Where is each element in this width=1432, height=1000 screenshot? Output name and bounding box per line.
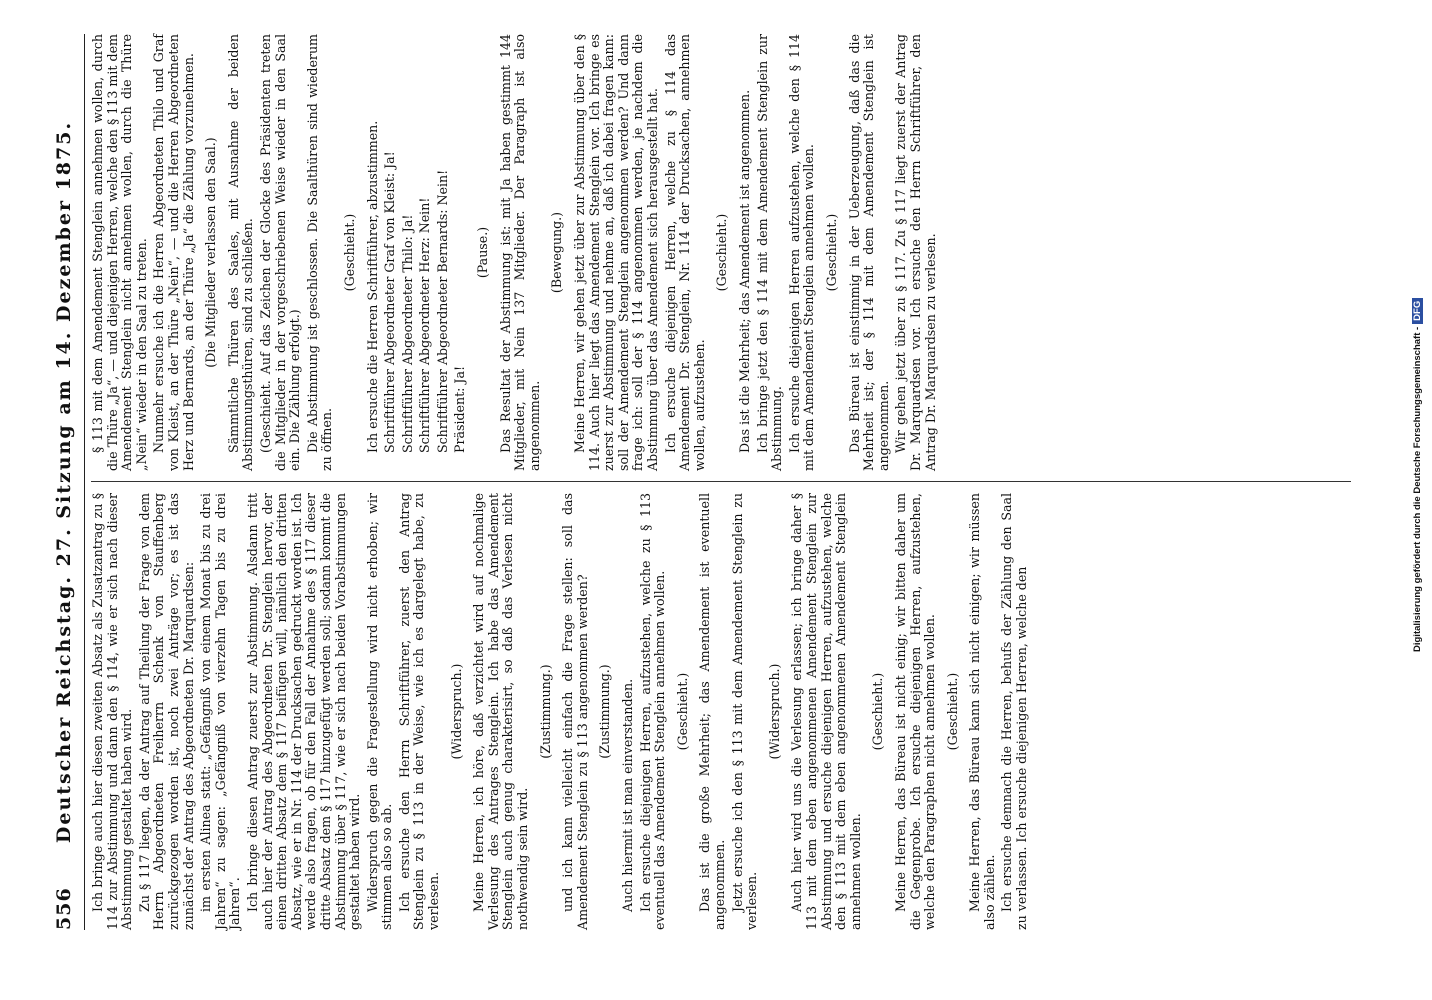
paragraph: Zu § 117 liegen, da der Antrag auf Theilung der Frage von dem Herrn Abgeordneten Freiherrn Schenk von Stauffenberg zurückgezogen worden ist, noch zwei Anträge vor; es ist das zunächst der Antrag des Abgeordneten Dr. Marquardsen: <box>136 493 196 930</box>
stage-direction: (Geschieht.) <box>823 213 839 292</box>
document-page <box>30 0 1390 990</box>
stage-direction: (Geschieht.) <box>341 213 357 292</box>
paragraph: Jetzt ersuche ich den § 113 mit dem Amendement Stenglein zu verlesen. <box>729 493 760 930</box>
paragraph: Ich bringe auch hier diesen zweiten Absatz als Zusatzantrag zu § 114 zur Abstimmung und dann den § 114, wie er sich nach dieser Abstimmung gestaltet haben wird. <box>90 493 135 930</box>
text-columns <box>91 34 1033 930</box>
stage-direction: (Bewegung.) <box>549 211 565 294</box>
paragraph: (Geschieht. Auf das Zeichen der Glocke des Präsidenten treten die Mitglieder in der vorgeschriebenen Weise wieder in den Saal ein. Die Zählung erfolgt.) <box>257 34 303 471</box>
paragraph: und ich kann vielleicht einfach die Frage stellen: soll das Amendement Stenglein zu § 113 angenommen werden? <box>560 493 590 930</box>
paragraph: Ich ersuche diejenigen Herren aufzustehen, welche den § 114 mit dem Amendement Stenglein annehmen wollen. <box>786 34 817 471</box>
paragraph: Widerspruch gegen die Fragestellung wird nicht erhoben; wir stimmen also so ab. <box>364 493 395 930</box>
stage-direction: (Geschieht.) <box>944 672 960 751</box>
paragraph: Auch hier wird uns die Verlesung erlassen; ich bringe daher § 113 mit dem eben angenommenen Amendement Stenglein zur Abstimmung und ersuche diejenigen Herren, aufzustehen, welche den § 113 mit dem eben angenommenen Amendement Stenglein annehmen wollen. <box>789 493 863 930</box>
page-title: Deutscher Reichstag. 27. Sitzung am 14. Dezember 1875. <box>53 120 75 844</box>
paragraph: Die Abstimmung ist geschlossen. Die Saalthüren sind wiederum zu öffnen. <box>304 34 335 471</box>
left-column <box>91 493 1033 930</box>
paragraph: Schriftführer Abgeordneter Herz: Nein! <box>417 197 433 453</box>
stage-direction: (Geschieht.) <box>714 213 730 292</box>
stage-direction: (Widerspruch.) <box>448 663 464 760</box>
paragraph: Das Resultat der Abstimmung ist: mit Ja haben gestimmt 144 Mitglieder, mit Nein 137 Mitglieder. Der Paragraph ist also angenommen. <box>497 34 542 471</box>
paragraph: Auch hiermit ist man einverstanden. <box>620 678 635 912</box>
paragraph: Ich bringe jetzt den § 114 mit dem Amendement Stenglein zur Abstimmung. <box>754 34 785 471</box>
dfg-logo: DFG <box>1412 298 1423 324</box>
paragraph: Schriftführer Abgeordneter Bernards: Nein! <box>434 169 450 453</box>
paragraph: Ich ersuche die Herren Schriftführer, abzustimmen. <box>364 120 380 453</box>
stage-direction: (Die Mitglieder verlassen den Saal.) <box>203 137 219 368</box>
paragraph: Meine Herren, ich höre, daß verzichtet wird auf nochmalige Verlesung des Antrages Stenglein. Ich habe das Amendement Stenglein auch genug charakterisirt, so daß das Verlesen nicht nothwendig sein wird. <box>471 493 531 930</box>
paragraph: Sämmtliche Thüren des Saales, mit Ausnahme der beiden Abstimmungsthüren, sind zu schließen. <box>225 34 256 471</box>
paragraph: Meine Herren, das Büreau kann sich nicht einigen; wir müssen also zählen. <box>967 493 997 930</box>
paragraph: Meine Herren, das Büreau ist nicht einig; wir bitten daher um die Gegenprobe. Ich ersuche diejenigen Herren, aufzustehen, welche den Paragraphen nicht annehmen wollen. <box>892 493 938 930</box>
column-divider <box>91 481 1351 482</box>
digitization-credit <box>1412 12 1422 652</box>
paragraph: Das ist die Mehrheit; das Amendement ist angenommen. <box>736 89 752 453</box>
right-column <box>91 34 1033 471</box>
paragraph: Ich ersuche demnach die Herren, behufs der Zählung den Saal zu verlassen. Ich ersuche diejenigen Herren, welche den <box>999 493 1030 930</box>
paragraph: Schriftführer Abgeordneter Thilo: Ja! <box>399 214 415 453</box>
stage-direction: (Pause.) <box>475 226 491 279</box>
paragraph: Nunmehr ersuche ich die Herren Abgeordneten Thilo und Graf von Kleist, an der Thüre „Nein“, — und die Herren Abgeordneten Herz und Bernards, an der Thüre „Ja“ die Zählung vorzunehmen. <box>151 34 196 471</box>
paragraph: Präsident: Ja! <box>452 365 468 453</box>
paragraph: Wir gehen jetzt über zu § 117. Zu § 117 liegt zuerst der Antrag Dr. Marquardsen vor. Ich ersuche den Herrn Schriftführer, den Antrag Dr. Marquardsen zu verlesen. <box>893 34 938 471</box>
paragraph: Schriftführer Abgeordneter Graf von Kleist: Ja! <box>382 151 398 453</box>
running-header <box>44 34 85 930</box>
paragraph: Ich ersuche diejenigen Herren, aufzustehen, welche zu § 113 eventuell das Amendement Stenglein annehmen wollen. <box>637 493 668 930</box>
paragraph: § 113 mit dem Amendement Stenglein annehmen wollen, durch die Thüre „Ja“, — und diejenigen Herren, welche den § 113 mit dem Amendement Stenglein nicht annehmen wollen, durch die Thüre „Nein“ wieder in den Saal zu treten. <box>90 34 149 471</box>
paragraph: Ich ersuche diejenigen Herren, welche zu § 114 das Amendement Dr. Stenglein, Nr. 114 der Drucksachen, annehmen wollen, aufzustehen. <box>662 34 707 471</box>
stage-direction: (Zustimmung.) <box>537 664 553 759</box>
paragraph: Ich bringe diesen Antrag zuerst zur Abstimmung. Alsdann tritt auch hier der Antrag des Abgeordneten Dr. Stenglein hervor, der einen dritten Absatz dem § 117 beifügen will, nämlich den dritten Absatz, wie er in Nr. 114 der Drucksachen gedruckt worden ist. Ich werde also fragen, ob für den Fall der Annahme des § 117 dieser dritte Absatz dem § 117 hinzugefügt werden soll; sodann kommt die Abstimmung über § 117, wie er sich nach beiden Vorabstimmungen gestaltet haben wird. <box>244 493 363 930</box>
paragraph: Das Büreau ist einstimmig in der Ueberzeugung, daß das die Mehrheit ist; der § 114 mit dem Amendement Stenglein ist angenommen. <box>846 34 891 471</box>
stage-direction: (Zustimmung.) <box>597 664 613 759</box>
credit-text: Digitalisierung gefördert durch die Deutsche Forschungsgemeinschaft - <box>1412 326 1423 652</box>
stage-direction: (Widerspruch.) <box>766 663 782 760</box>
paragraph: Das ist die große Mehrheit; das Amendement ist eventuell angenommen. <box>697 493 727 930</box>
stage-direction: (Geschieht.) <box>870 672 886 751</box>
paragraph: Ich ersuche den Herrn Schriftführer, zuerst den Antrag Stenglein zu § 113 in der Weise, wie ich es dargelegt habe, zu verlesen. <box>396 493 442 930</box>
stage-direction: (Geschieht.) <box>674 672 690 751</box>
rotated-scanned-page <box>30 0 1390 990</box>
paragraph: im ersten Alinea statt: „Gefängniß von einem Monat bis zu drei Jahren“ zu sagen: „Gefängniß von vierzehn Tagen bis zu drei Jahren“. <box>198 493 243 930</box>
paragraph: Meine Herren, wir gehen jetzt über zur Abstimmung über den § 114. Auch hier liegt das Amendement Stenglein vor. Ich bringe es zuerst zur Abstimmung und nehme an, daß ich dabei fragen kann: soll der Amendement Stenglein angenommen werden? Und dann frage ich: soll der § 114 angenommen werden, je nachdem die Abstimmung über das Amendement sich herausgestellt hat. <box>572 34 660 471</box>
page-number: 556 <box>53 887 75 930</box>
